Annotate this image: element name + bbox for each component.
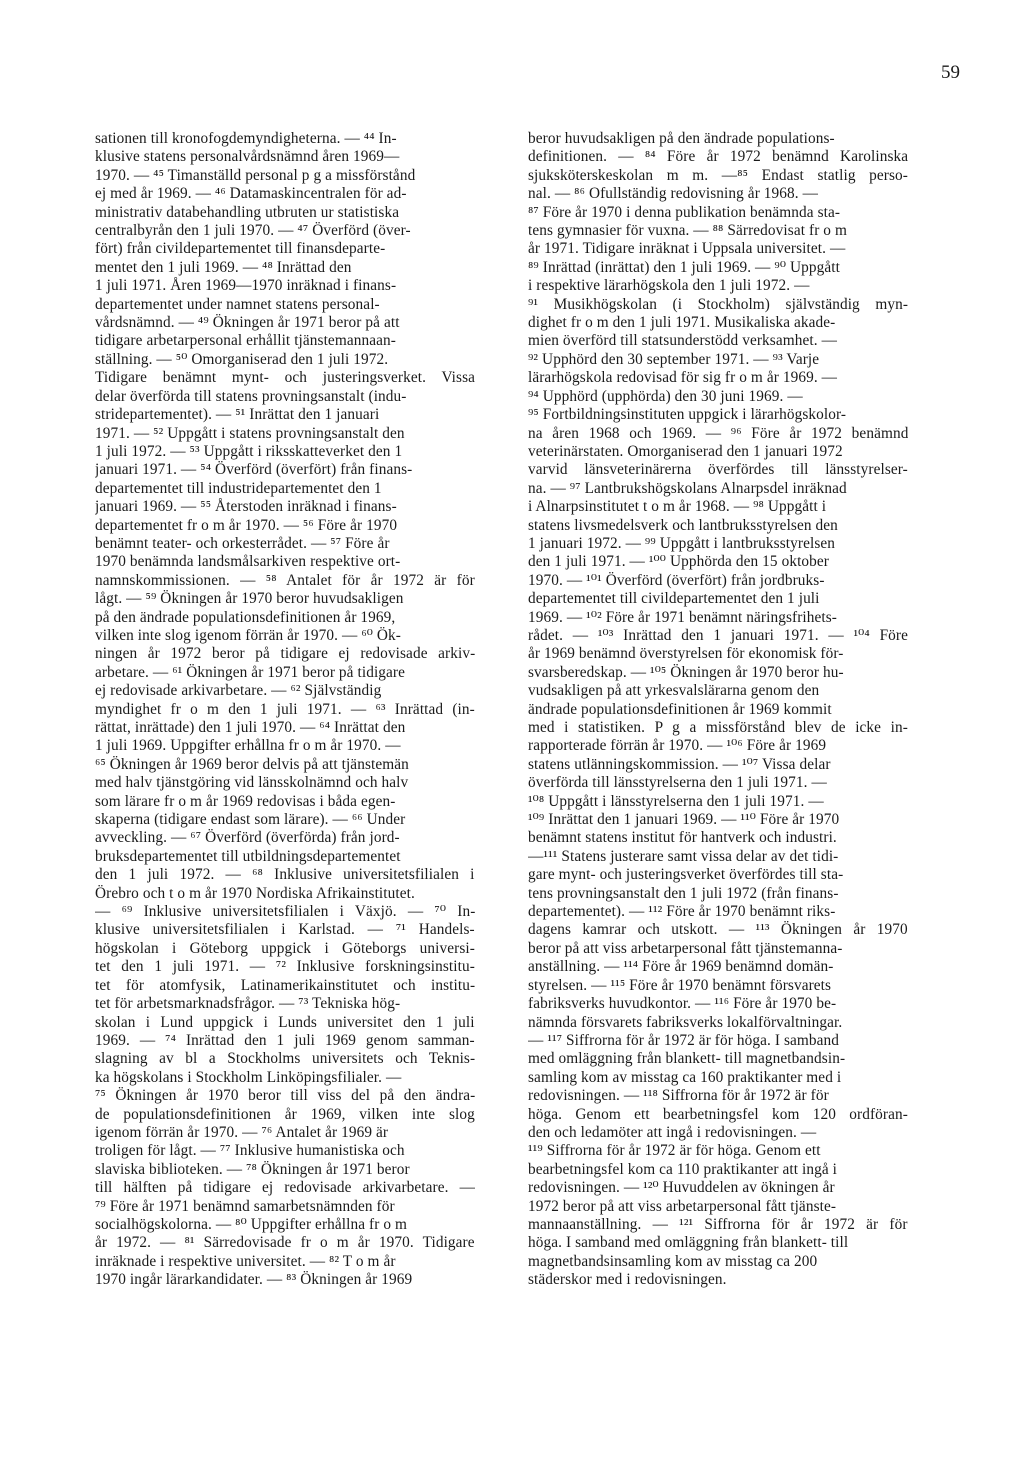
text-line: ¹⁰⁸ Uppgått i länsstyrelserna den 1 juli 1971. — (528, 792, 824, 810)
text-line: veterinärstaten. Omorganiserad den 1 januari 1972 (528, 442, 843, 460)
text-line: mentet den 1 juli 1969. — ⁴⁸ Inrättad den (95, 258, 352, 276)
text-line: mannaanställning. — ¹²¹ Siffrorna för år 1972 är för (528, 1215, 908, 1233)
text-line: 1 januari 1972. — ⁹⁹ Uppgått i lantbruksstyrelsen (528, 534, 836, 552)
text-line: myndighet fr o m den 1 juli 1971. — ⁶³ Inrättad (in- (95, 700, 475, 718)
text-line: slagning av bl a Stockholms universitets och Teknis- (95, 1050, 475, 1068)
text-line: ej med år 1969. — ⁴⁶ Datamaskincentralen för ad- (95, 185, 407, 203)
text-line: vudsakligen på att yrkesvalslärarna genom den (528, 682, 820, 700)
text-line: höga. Genom ett bearbetningsfel kom 120 ordföran- (528, 1105, 908, 1123)
text-line: svarsberedskap. — ¹⁰⁵ Ökningen år 1970 beror hu- (528, 663, 844, 681)
text-line: avveckling. — ⁶⁷ Överförd (överförda) från jord- (95, 829, 400, 847)
text-line: departementet fr o m år 1970. — ⁵⁶ Före år 1970 (95, 516, 398, 534)
text-line: ⁸⁷ Före år 1970 i denna publikation benämnda sta- (528, 203, 841, 221)
text-line: ¹¹⁹ Siffrorna för år 1972 är för höga. Genom ett (528, 1142, 821, 1160)
text-line: redovisningen. — ¹¹⁸ Siffrorna för år 1972 är för (528, 1087, 829, 1105)
text-line: den 1 juli 1971. — ¹⁰⁰ Upphörda den 15 oktober (528, 553, 829, 571)
text-line: ka högskolans i Stockholm Linköpingsfilialer. — (95, 1068, 402, 1086)
page-number: 59 (941, 62, 960, 83)
text-line: 1970 ingår lärarkandidater. — ⁸³ Ökningen år 1969 (95, 1271, 413, 1289)
text-line: i Alnarpsinstitutet t o m år 1968. — ⁹⁸ Uppgått i (528, 498, 827, 516)
text-line: som lärare fr o m år 1969 redovisas i båda egen- (95, 792, 396, 810)
text-line: nämnda försvarets fabriksverks lokalförvaltningar. (528, 1013, 843, 1031)
text-line: ¹⁰⁹ Inrättat den 1 januari 1969. — ¹¹⁰ Före år 1970 (528, 811, 840, 829)
text-line: slaviska biblioteken. — ⁷⁸ Ökningen år 1971 beror (95, 1160, 410, 1178)
text-line: ⁶⁵ Ökningen år 1969 beror delvis på att tjänstemän (95, 755, 409, 773)
text-line: januari 1969. — ⁵⁵ Återstoden inräknad i finans- (95, 498, 397, 516)
text-line: statens livsmedelsverk och lantbruksstyrelsen den (528, 516, 838, 534)
text-line: den och ledamöter att ingå i redovisningen. — (528, 1123, 817, 1141)
text-line: tens provningsanstalt den 1 juli 1972 (från finans- (528, 884, 839, 902)
text-line: dagens kamrar och utskott. — ¹¹³ Ökningen år 1970 (528, 921, 908, 939)
text-line: rådet. — ¹⁰³ Inrättad den 1 januari 1971. — ¹⁰⁴ Före (528, 626, 908, 644)
text-line: högskolan i Göteborg uppgick i Göteborgs universi- (95, 939, 475, 957)
text-line: centralbyrån den 1 juli 1970. — ⁴⁷ Överförd (över- (95, 222, 411, 240)
text-line: socialhögskolorna. — ⁸⁰ Uppgifter erhållna fr o m (95, 1215, 408, 1233)
text-line: ⁹⁵ Fortbildningsinstituten uppgick i lärarhögskolor- (528, 406, 847, 424)
text-line: år 1969 benämnd överstyrelsen för ekonomisk för- (528, 645, 844, 663)
text-line: ministrativ databehandling utbruten ur statistiska (95, 203, 400, 221)
text-line: januari 1971. — ⁵⁴ Överförd (överfört) från finans- (95, 461, 413, 479)
text-line: inräknade i respektive universitet. — ⁸² T o m år (95, 1252, 396, 1270)
text-line: ⁷⁹ Före år 1971 benämnd samarbetsnämnden för (95, 1197, 395, 1215)
right-text-column (528, 130, 908, 1430)
text-line: mien överförd till statsunderstödd verksamhet. — (528, 332, 837, 350)
text-line: 1 juli 1969. Uppgifter erhållna fr o m år 1970. — (95, 737, 401, 755)
text-line: 1971. — ⁵² Uppgått i statens provningsanstalt den (95, 424, 405, 442)
text-line: år 1972. — ⁸¹ Särredovisade fr o m år 1970. Tidigare (95, 1234, 475, 1252)
text-line: städerskor med i redovisningen. (528, 1271, 727, 1289)
text-line: tet för arbetsmarknadsfrågor. — ⁷³ Tekniska hög- (95, 995, 401, 1013)
text-line: med i statistiken. P g a missförstånd blev de icke in- (528, 719, 908, 736)
text-line: benämnt teater- och orkesterrådet. — ⁵⁷ Före år (95, 534, 390, 552)
text-line: ⁹⁴ Upphörd (upphörda) den 30 juni 1969. — (528, 387, 803, 405)
text-line: de populationsdefinitionen år 1969, vilken inte slog (95, 1105, 475, 1123)
text-line: departementet). — ¹¹² Före år 1970 benämnt riks- (528, 903, 836, 921)
text-line: lärarhögskola redovisad för sig fr o m år 1969. — (528, 369, 838, 387)
text-line: 1 juli 1972. — ⁵³ Uppgått i riksskatteverket den 1 (95, 442, 403, 460)
text-line: vårdsnämnd. — ⁴⁹ Ökningen år 1971 beror på att (95, 314, 400, 332)
text-line: varvid länsveterinärerna överfördes till länsstyrelser- (528, 461, 908, 479)
text-line: definitionen. — ⁸⁴ Före år 1972 benämnd Karolinska (528, 148, 908, 166)
text-line: Tidigare benämnt mynt- och justeringsverket. Vissa (95, 369, 475, 387)
text-line: dighet fr o m den 1 juli 1971. Musikaliska akade- (528, 314, 836, 332)
text-line: benämnt statens institut för hantverk och industri. (528, 829, 837, 847)
text-line: bruksdepartementet till utbildningsdepartementet (95, 847, 401, 865)
text-line: na. — ⁹⁷ Lantbrukshögskolans Alnarpsdel inräknad (528, 479, 847, 497)
text-line: departementet under namnet statens personal- (95, 295, 380, 313)
text-line: lågt. — ⁵⁹ Ökningen år 1970 beror huvudsakligen (95, 590, 404, 608)
text-line: magnetbandsinsamling kom av misstag ca 200 (528, 1252, 818, 1270)
text-line: sationen till kronofogdemyndigheterna. — ⁴⁴ In- (95, 130, 397, 147)
text-line: fört) från civildepartementet till finansdeparte- (95, 240, 386, 258)
text-line: klusive universitetsfilialen i Karlstad. — ⁷¹ Handels- (95, 921, 475, 939)
text-line: med halv tjänstgöring vid länsskolnämnd och halv (95, 774, 409, 792)
text-line: anställning. — ¹¹⁴ Före år 1969 benämnd domän- (528, 958, 834, 976)
text-line: tens gymnasier för vuxna. — ⁸⁸ Särredovisat fr o m (528, 222, 847, 240)
text-line: tidigare arbetarpersonal erhållit tjänstemannaan- (95, 332, 396, 350)
text-line: gare mynt- och justeringsverket överfördes till sta- (528, 866, 844, 884)
text-line: vilken inte slog igenom förrän år 1970. — ⁶⁰ Ök- (95, 626, 401, 644)
text-line: ⁷⁵ Ökningen år 1970 beror till viss del på den ändra- (95, 1087, 475, 1105)
text-line: den 1 juli 1972. — ⁶⁸ Inklusive universitetsfilialen i (95, 866, 475, 884)
text-line: överförda till länsstyrelserna den 1 juli 1971. — (528, 774, 827, 792)
text-line: Örebro och t o m år 1970 Nordiska Afrikainstitutet. (95, 884, 415, 902)
text-line: ⁸⁹ Inrättad (inrättat) den 1 juli 1969. — ⁹⁰ Uppgått (528, 258, 840, 276)
text-line: med omläggning från blankett- till magnetbandsin- (528, 1050, 846, 1068)
text-line: bearbetningsfel kom ca 110 praktikanter att ingå i (528, 1160, 837, 1178)
text-line: 1970. — ⁴⁵ Timanställd personal p g a missförstånd (95, 166, 416, 184)
text-line: sjuksköterskeskolan m m. —⁸⁵ Endast statlig perso- (528, 166, 908, 184)
text-line: arbetare. — ⁶¹ Ökningen år 1971 beror på tidigare (95, 663, 406, 681)
text-line: 1970. — ¹⁰¹ Överförd (överfört) från jordbruks- (528, 571, 825, 589)
text-line: namnskommissionen. — ⁵⁸ Antalet för år 1972 är för (95, 571, 475, 589)
text-line: redovisningen. — ¹²⁰ Huvuddelen av ökningen år (528, 1179, 835, 1197)
left-text-column (95, 130, 475, 1430)
text-line: ej redovisade arkivarbetare. — ⁶² Självständig (95, 682, 382, 700)
text-line: 1969. — ⁷⁴ Inrättad den 1 juli 1969 genom samman- (95, 1031, 475, 1049)
text-line: beror huvudsakligen på den ändrade populations- (528, 130, 835, 147)
text-line: beror på att viss arbetarpersonal fått tjänstemanna- (528, 939, 843, 957)
text-line: samling kom av misstag ca 160 praktikanter med i (528, 1068, 842, 1086)
text-line: skaperna (tidigare endast som lärare). — ⁶⁶ Under (95, 811, 406, 829)
text-line: igenom förrän år 1970. — ⁷⁶ Antalet år 1969 är (95, 1123, 389, 1141)
text-line: i respektive lärarhögskola den 1 juli 1972. — (528, 277, 810, 295)
text-line: ningen år 1972 beror på tidigare ej redovisade arkiv- (95, 645, 475, 663)
text-line: på den ändrade populationsdefinitionen år 1969, (95, 608, 396, 626)
text-line: — ¹¹⁷ Siffrorna för år 1972 är för höga. I samband (528, 1031, 840, 1049)
text-line: ⁹¹ Musikhögskolan (i Stockholm) självständig myn- (528, 295, 908, 313)
text-line: 1970 benämnda landsmålsarkiven respektive ort- (95, 553, 401, 571)
text-line: —¹¹¹ Statens justerare samt vissa delar av det tidi- (528, 847, 839, 865)
text-line: 1969. — ¹⁰² Före år 1971 benämnt näringsfrihets- (528, 608, 837, 626)
text-line: fabriksverks huvudkontor. — ¹¹⁶ Före år 1970 be- (528, 995, 837, 1013)
text-line: ändrade populationsdefinitionen år 1969 kommit (528, 700, 832, 718)
text-line: ställning. — ⁵⁰ Omorganiserad den 1 juli 1972. (95, 350, 389, 368)
text-line: statens utlänningskommission. — ¹⁰⁷ Vissa delar (528, 755, 831, 773)
text-line: rättat, inrättade) den 1 juli 1970. — ⁶⁴ Inrättat den (95, 719, 406, 736)
text-line: nal. — ⁸⁶ Ofullständig redovisning år 1968. — (528, 185, 819, 203)
text-line: stridepartementet). — ⁵¹ Inrättat den 1 januari (95, 406, 380, 424)
text-line: — ⁶⁹ Inklusive universitetsfilialen i Växjö. — ⁷⁰ In- (95, 903, 475, 921)
text-line: na åren 1968 och 1969. — ⁹⁶ Före år 1972 benämnd (528, 424, 908, 442)
text-line: rapporterade förrän år 1970. — ¹⁰⁶ Före år 1969 (528, 737, 827, 755)
text-line: till hälften på tidigare ej redovisade arkivarbetare. — (95, 1179, 475, 1197)
text-line: 1972 beror på att viss arbetarpersonal fått tjänste- (528, 1197, 837, 1215)
text-line: troligen för lågt. — ⁷⁷ Inklusive humanistiska och (95, 1142, 405, 1160)
text-line: styrelsen. — ¹¹⁵ Före år 1970 benämnt försvarets (528, 976, 832, 994)
text-line: 1 juli 1971. Åren 1969—1970 inräknad i finans- (95, 277, 397, 295)
text-line: tet den 1 juli 1971. — ⁷² Inklusive forskningsinstitu- (95, 958, 475, 976)
text-line: tet för atomfysik, Latinamerikainstitutet och institu- (95, 976, 475, 994)
text-line: skolan i Lund uppgick i Lunds universitet den 1 juli (95, 1013, 475, 1031)
text-line: delar överförda till statens provningsanstalt (indu- (95, 387, 407, 405)
text-line: år 1971. Tidigare inräknat i Uppsala universitet. — (528, 240, 846, 258)
text-line: höga. I samband med omläggning från blankett- till (528, 1234, 849, 1252)
text-line: departementet till industridepartementet den 1 (95, 479, 382, 497)
text-line: ⁹² Upphörd den 30 september 1971. — ⁹³ Varje (528, 350, 820, 368)
text-line: klusive statens personalvårdsnämnd åren 1969— (95, 148, 400, 166)
text-line: departementet till civildepartementet den 1 juli (528, 590, 820, 608)
